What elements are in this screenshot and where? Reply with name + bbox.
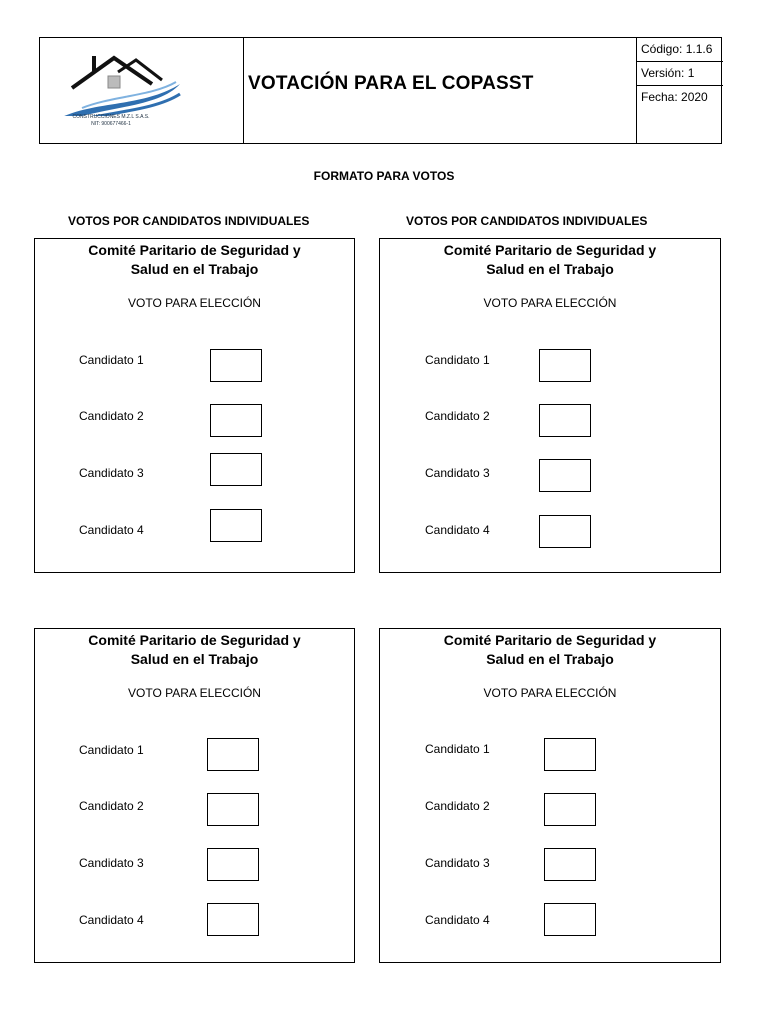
ballot-subtitle: VOTO PARA ELECCIÓN — [128, 686, 261, 700]
form-subtitle: FORMATO PARA VOTOS — [313, 169, 455, 183]
version-label: Versión: 1 — [637, 62, 723, 86]
vote-checkbox[interactable] — [539, 459, 591, 492]
vote-checkbox[interactable] — [210, 509, 262, 542]
vote-checkbox[interactable] — [539, 515, 591, 548]
fecha-label: Fecha: 2020 — [641, 90, 708, 104]
candidate-label: Candidato 2 — [425, 799, 490, 813]
column-heading-right: VOTOS POR CANDIDATOS INDIVIDUALES — [406, 214, 648, 228]
ballot-title-line2: Salud en el Trabajo — [130, 651, 259, 667]
vote-checkbox[interactable] — [207, 848, 259, 881]
candidate-label: Candidato 4 — [79, 523, 144, 537]
ballot-card — [34, 628, 355, 963]
candidate-label: Candidato 4 — [425, 913, 490, 927]
vote-checkbox[interactable] — [207, 738, 259, 771]
vote-checkbox[interactable] — [544, 738, 596, 771]
candidate-label: Candidato 1 — [425, 353, 490, 367]
company-logo-icon — [52, 46, 202, 116]
ballot-title-line1: Comité Paritario de Seguridad y — [443, 632, 657, 648]
vote-checkbox[interactable] — [544, 793, 596, 826]
vote-checkbox[interactable] — [207, 903, 259, 936]
vote-checkbox[interactable] — [210, 349, 262, 382]
ballot-subtitle: VOTO PARA ELECCIÓN — [483, 686, 617, 700]
vote-checkbox[interactable] — [539, 349, 591, 382]
vote-checkbox[interactable] — [544, 848, 596, 881]
candidate-label: Candidato 2 — [79, 409, 144, 423]
candidate-label: Candidato 1 — [79, 353, 144, 367]
ballot-title-line2: Salud en el Trabajo — [130, 261, 259, 277]
vote-checkbox[interactable] — [210, 404, 262, 437]
ballot-title-line2: Salud en el Trabajo — [486, 261, 614, 277]
candidate-label: Candidato 3 — [79, 856, 144, 870]
candidate-label: Candidato 4 — [79, 913, 144, 927]
ballot-title — [35, 631, 354, 669]
candidate-label: Candidato 1 — [79, 743, 144, 757]
ballot-title-line2: Salud en el Trabajo — [486, 651, 614, 667]
column-heading-left: VOTOS POR CANDIDATOS INDIVIDUALES — [68, 214, 310, 228]
ballot-title-line1: Comité Paritario de Seguridad y — [88, 242, 301, 258]
vote-checkbox[interactable] — [539, 404, 591, 437]
logo-text — [56, 114, 166, 128]
vote-checkbox[interactable] — [544, 903, 596, 936]
document-header — [39, 37, 722, 144]
codigo-label: Código: 1.1.6 — [637, 38, 723, 62]
vote-checkbox[interactable] — [210, 453, 262, 486]
ballot-title — [35, 241, 354, 279]
ballot-card — [379, 628, 721, 963]
ballot-card — [34, 238, 355, 573]
meta-cell — [636, 38, 723, 143]
candidate-label: Candidato 3 — [425, 466, 490, 480]
candidate-label: Candidato 3 — [79, 466, 144, 480]
ballot-title — [380, 631, 720, 669]
logo-company-name: CONSTRUCCIONES M.Z.L S.A.S. — [72, 114, 150, 120]
candidate-label: Candidato 3 — [425, 856, 490, 870]
vote-checkbox[interactable] — [207, 793, 259, 826]
ballot-title-line1: Comité Paritario de Seguridad y — [88, 632, 301, 648]
logo-cell — [40, 38, 244, 143]
ballot-title-line1: Comité Paritario de Seguridad y — [443, 242, 657, 258]
ballot-card — [379, 238, 721, 573]
candidate-label: Candidato 2 — [79, 799, 144, 813]
candidate-label: Candidato 2 — [425, 409, 490, 423]
logo-nit: NIT: 900677466-1 — [91, 121, 131, 127]
candidate-label: Candidato 1 — [425, 742, 490, 756]
ballot-subtitle: VOTO PARA ELECCIÓN — [128, 296, 261, 310]
document-title: VOTACIÓN PARA EL COPASST — [248, 73, 534, 94]
candidate-label: Candidato 4 — [425, 523, 490, 537]
ballot-title — [380, 241, 720, 279]
ballot-subtitle: VOTO PARA ELECCIÓN — [483, 296, 617, 310]
